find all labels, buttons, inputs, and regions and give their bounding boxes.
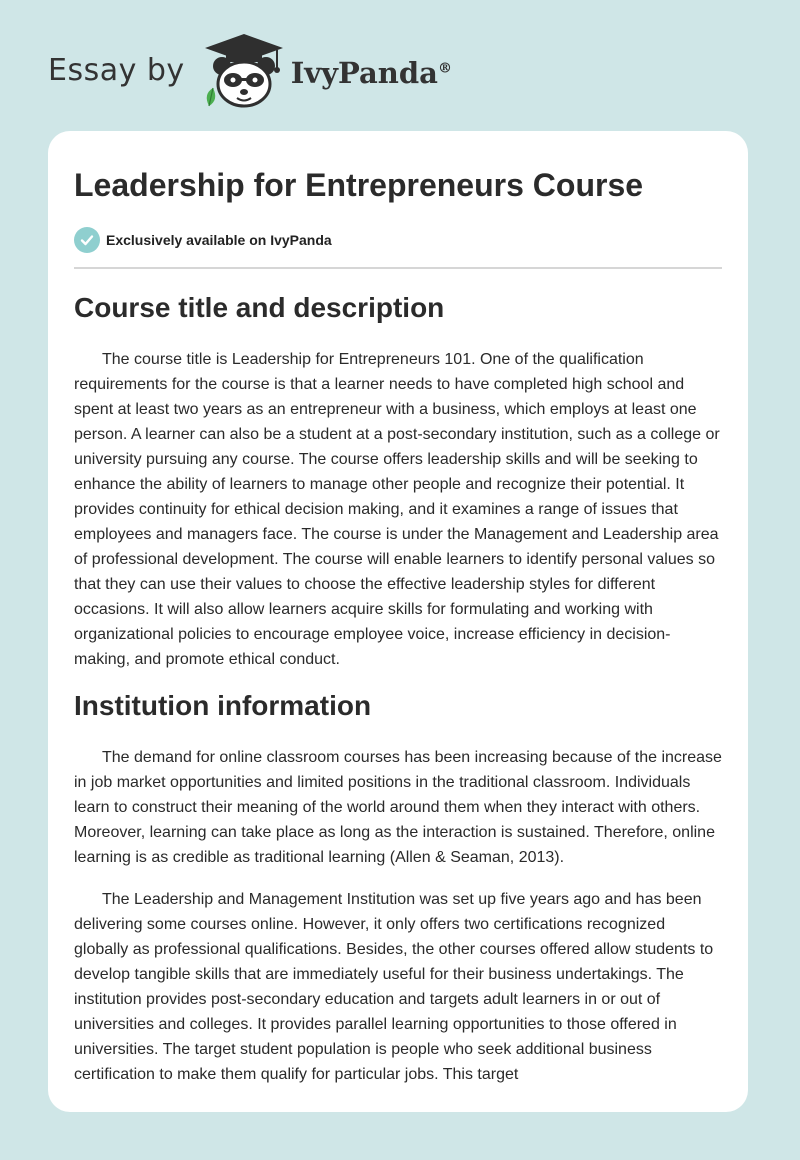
essay-card — [48, 131, 748, 1112]
paragraph: The demand for online classroom courses has been increasing because of the increase in job market opportunities and limited positions in the traditional classroom. Individuals learn to construct their meaning of the world around them when they interact with others. Moreover, learning can take place as long as the interaction is sustained. Therefore, online learning is as credible as traditional learning (Allen & Seaman, 2013). — [74, 749, 722, 866]
section-heading: Institution information — [74, 690, 372, 721]
paragraph: The Leadership and Management Institution was set up five years ago and has been delivering some courses online. However, it only offers two certifications recognized globally as professional qualifications. Besides, the other courses offered allow students to develop tangible skills that are immediately useful for their business undertakings. The institution provides post-secondary education and targets adult learners in or out of universities and colleges. It provides parallel learning opportunities to those offered in universities. The target student population is people who seek additional business certification to make them qualify for particular jobs. This target — [74, 891, 714, 1083]
divider — [74, 267, 722, 269]
panda-graduate-logo-icon — [199, 30, 289, 110]
check-circle-icon — [74, 227, 100, 253]
paragraph: The course title is Leadership for Entrepreneurs 101. One of the qualification requirements for the course is that a learner needs to have completed high school and spent at least two years as an entrepreneur with a business, which employs at least one person. A learner can also be a student at a post-secondary institution, such as a college or university pursuing any course. The course offers leadership skills and will be seeking to enhance the ability of learners to manage other people and recognize their potential. It provides continuity for ethical decision making, and it examines a range of issues that employees and managers face. The course is under the Management and Leadership area of professional development. The course will enable learners to identify personal values so that they can use their values to choose the effective leadership styles for different occasions. It will also allow learners acquire skills for formulating and working with organizational policies to encourage employee voice, increase efficiency in decision-making, and promote ethical conduct. — [74, 351, 720, 668]
brand-header[interactable] — [48, 30, 452, 110]
section-heading: Course title and description — [74, 292, 445, 323]
exclusive-label: Exclusively available on IvyPanda — [106, 232, 332, 248]
essay-title: Leadership for Entrepreneurs Course — [74, 167, 644, 203]
brand-name: IvyPanda® — [290, 56, 452, 90]
brand-prefix: Essay by — [48, 52, 185, 88]
exclusive-badge — [74, 227, 722, 253]
